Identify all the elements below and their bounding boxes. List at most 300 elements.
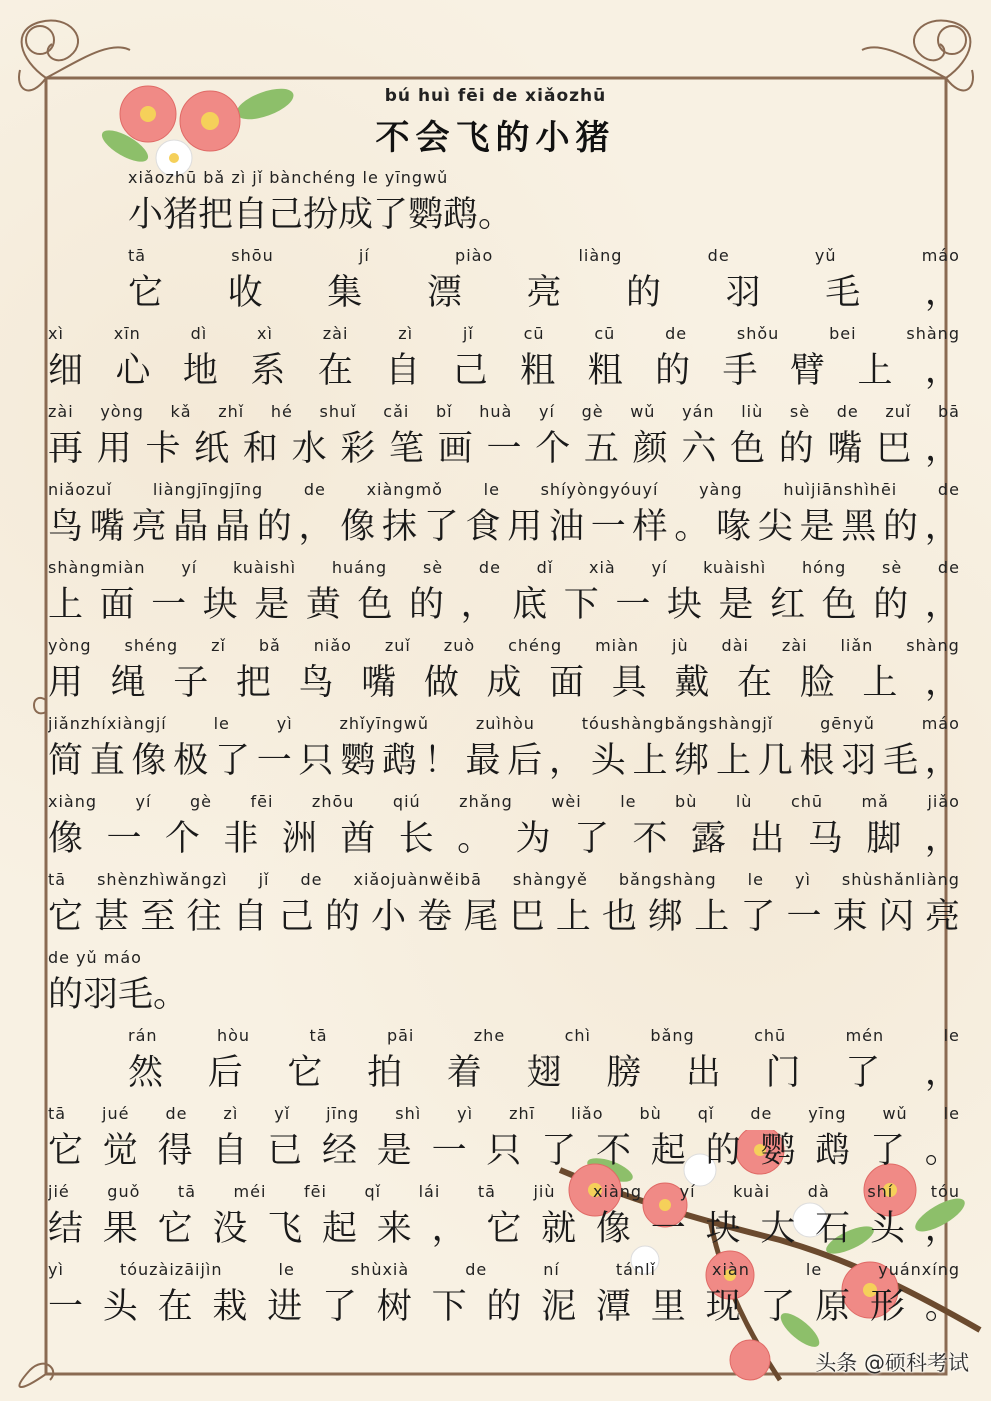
text-line (48, 944, 960, 1022)
pinyin-syllable: tā (128, 246, 147, 265)
pinyin-syllable: tā (48, 870, 67, 889)
chinese-char: 面 (99, 585, 135, 625)
chinese-char: 膀 (606, 1053, 642, 1093)
chinese-char: 鹉 (815, 1131, 851, 1171)
chinese-char: 在 (157, 1287, 193, 1327)
chinese-char: 鹉 (382, 741, 418, 781)
chinese-char: 用 (48, 663, 84, 703)
chinese-char: 上 (632, 741, 668, 781)
pinyin-syllable: hé (270, 402, 293, 421)
chinese-char: ， (924, 585, 960, 625)
pinyin-syllable: yǔ (814, 246, 837, 265)
chinese-char: 尖 (757, 507, 793, 547)
chinese-char: 臂 (789, 351, 825, 391)
pinyin-syllable: shǒu (736, 324, 780, 343)
chinese-char: 它 (157, 1209, 193, 1249)
chinese-char: 起 (321, 1209, 357, 1249)
chinese-row (48, 738, 960, 784)
chinese-char: 绑 (674, 741, 710, 781)
text-line (48, 554, 960, 632)
pinyin-syllable: shàng (906, 636, 960, 655)
chinese-char: 来 (376, 1209, 412, 1249)
pinyin-syllable: shàng (906, 324, 960, 343)
chinese-char: 只 (298, 741, 334, 781)
pinyin-syllable: yuánxíng (878, 1260, 960, 1279)
pinyin-syllable: lái (418, 1182, 441, 1201)
pinyin-syllable: shùxià (350, 1260, 410, 1279)
chinese-char: 极 (173, 741, 209, 781)
pinyin-syllable: de (836, 402, 859, 421)
chinese-char: 上 (694, 897, 730, 937)
chinese-char: 石 (815, 1209, 851, 1249)
chinese-char: 简 (48, 741, 84, 781)
chinese-char: ， (924, 507, 960, 547)
pinyin-syllable: shàngyě (512, 870, 588, 889)
chinese-char: 了 (845, 1053, 881, 1093)
pinyin-syllable: tóuzàizāijìn (119, 1260, 223, 1279)
pinyin-syllable: mǎ (861, 792, 889, 811)
chinese-char: 集 (327, 273, 363, 313)
chinese-char: ， (431, 1209, 467, 1249)
chinese-char: 了 (740, 897, 776, 937)
pinyin-syllable: shéng (124, 636, 179, 655)
pinyin-syllable: rán (128, 1026, 158, 1045)
chinese-char: 形 (869, 1287, 905, 1327)
pinyin-syllable: zì (398, 324, 414, 343)
chinese-char: 色 (730, 429, 766, 469)
chinese-char: 了 (574, 819, 610, 859)
chinese-char: 像 (340, 507, 376, 547)
chinese-char: 样 (632, 507, 668, 547)
chinese-char: 甚 (94, 897, 130, 937)
chinese-char: 是 (718, 585, 754, 625)
pinyin-syllable: tóu (930, 1182, 960, 1201)
pinyin-syllable: zài (48, 402, 74, 421)
chinese-char: 一 (151, 585, 187, 625)
pinyin-syllable: xiàng (593, 1182, 643, 1201)
pinyin-syllable: yì (48, 1260, 64, 1279)
chinese-char: 栽 (212, 1287, 248, 1327)
chinese-char: 下 (563, 585, 599, 625)
chinese-char: 鸟 (298, 663, 334, 703)
pinyin-syllable: yí (651, 558, 668, 577)
pinyin-syllable: yòng (100, 402, 144, 421)
pinyin-syllable: jué (102, 1104, 130, 1123)
chinese-char: 它 (486, 1209, 522, 1249)
chinese-char: 鹦 (340, 741, 376, 781)
chinese-char: 的 (324, 897, 360, 937)
pinyin-row (48, 1100, 960, 1128)
chinese-char: 出 (685, 1053, 721, 1093)
chinese-char: 和 (242, 429, 278, 469)
chinese-char: 着 (446, 1053, 482, 1093)
chinese-row (48, 1128, 960, 1174)
pinyin-syllable: jīng (326, 1104, 360, 1123)
pinyin-syllable: jié (48, 1182, 70, 1201)
pinyin-syllable: miàn (595, 636, 640, 655)
chinese-char: 直 (89, 741, 125, 781)
chinese-char: 食 (465, 507, 501, 547)
chinese-char: 的 (705, 1131, 741, 1171)
chinese-char: 脚 (866, 819, 902, 859)
pinyin-syllable: yàng (699, 480, 743, 499)
pinyin-row (48, 1022, 960, 1050)
chinese-char: 地 (182, 351, 218, 391)
chinese-char: 自 (385, 351, 421, 391)
pinyin-syllable: jiǎnzhíxiàngjí (48, 714, 167, 733)
chinese-char: 果 (102, 1209, 138, 1249)
chinese-char: 五 (583, 429, 619, 469)
pinyin-syllable: kuài (733, 1182, 771, 1201)
pinyin-syllable: chì (564, 1026, 591, 1045)
chinese-row (48, 1050, 960, 1096)
chinese-row: 的羽毛。 (48, 975, 189, 1015)
text-line (48, 1100, 960, 1178)
pinyin-syllable: sè (881, 558, 903, 577)
chinese-char: 笔 (389, 429, 425, 469)
chinese-char: 它 (48, 897, 84, 937)
pinyin-row (48, 320, 960, 348)
chinese-char: ， (924, 351, 960, 391)
chinese-char: 油 (549, 507, 585, 547)
pinyin-syllable: jiǎo (927, 792, 960, 811)
chinese-char: 。 (674, 507, 710, 547)
chinese-char: 上 (48, 585, 84, 625)
pinyin-syllable: zuò (443, 636, 476, 655)
chinese-char: 往 (186, 897, 222, 937)
chinese-char: 用 (96, 429, 132, 469)
chinese-char: 露 (690, 819, 726, 859)
pinyin-syllable: jù (672, 636, 689, 655)
chinese-char: 红 (770, 585, 806, 625)
chinese-char: 再 (48, 429, 84, 469)
chinese-char: 六 (681, 429, 717, 469)
chinese-char: 已 (267, 1131, 303, 1171)
chinese-char: 后 (507, 741, 543, 781)
chinese-char: 彩 (340, 429, 376, 469)
pinyin-syllable: chéng (508, 636, 563, 655)
chinese-char: 也 (601, 897, 637, 937)
chinese-char: 个 (535, 429, 571, 469)
pinyin-syllable: zài (322, 324, 349, 343)
chinese-char: ， (298, 507, 334, 547)
chinese-char: 嘴 (89, 507, 125, 547)
chinese-char: 羽 (841, 741, 877, 781)
pinyin-syllable: chū (754, 1026, 787, 1045)
pinyin-syllable: qǐ (364, 1182, 382, 1201)
chinese-char: 拍 (367, 1053, 403, 1093)
pinyin-row (48, 710, 960, 738)
pinyin-syllable: zuìhòu (475, 714, 535, 733)
chinese-char: 晶 (215, 507, 251, 547)
chinese-char: 翅 (526, 1053, 562, 1093)
pinyin-syllable: le (747, 870, 764, 889)
chinese-row (48, 270, 960, 316)
chinese-char: 根 (799, 741, 835, 781)
chinese-char: 长 (398, 819, 434, 859)
chinese-char: 出 (749, 819, 785, 859)
pinyin-syllable: kǎ (170, 402, 192, 421)
pinyin-syllable: le (278, 1260, 295, 1279)
chinese-char: 一 (256, 741, 292, 781)
chinese-char: 觉 (102, 1131, 138, 1171)
chinese-char: 潭 (595, 1287, 631, 1327)
pinyin-syllable: kuàishì (232, 558, 297, 577)
chinese-char: 飞 (267, 1209, 303, 1249)
watermark: 头条 @硕科考试 (815, 1351, 969, 1375)
chinese-char: 粗 (587, 351, 623, 391)
story-body (48, 164, 960, 1334)
pinyin-syllable: hóng (802, 558, 847, 577)
chinese-char: ， (924, 819, 960, 859)
pinyin-syllable: shènzhìwǎngzì (97, 870, 228, 889)
pinyin-syllable: cǎi (383, 402, 410, 421)
text-line (48, 476, 960, 554)
pinyin-syllable: gè (189, 792, 212, 811)
chinese-char: 颜 (632, 429, 668, 469)
chinese-char: 块 (666, 585, 702, 625)
pinyin-syllable: wǔ (882, 1104, 908, 1123)
pinyin-syllable: de (478, 558, 501, 577)
pinyin-row (48, 788, 960, 816)
pinyin-syllable: tā (48, 1104, 67, 1123)
chinese-char: 黑 (841, 507, 877, 547)
chinese-char: 系 (250, 351, 286, 391)
pinyin-syllable: kuàishì (703, 558, 767, 577)
chinese-char: 头 (869, 1209, 905, 1249)
chinese-char: 一 (106, 819, 142, 859)
pinyin-syllable: gēnyǔ (820, 714, 875, 733)
pinyin-syllable: de (937, 558, 960, 577)
pinyin-syllable: tā (177, 1182, 196, 1201)
chinese-char: 在 (317, 351, 353, 391)
chinese-char: 束 (832, 897, 868, 937)
chinese-char: 卷 (417, 897, 453, 937)
chinese-char: 像 (48, 819, 84, 859)
chinese-char: 上 (716, 741, 752, 781)
chinese-char: 脸 (799, 663, 835, 703)
pinyin-syllable: hòu (216, 1026, 251, 1045)
pinyin-syllable: yí (181, 558, 198, 577)
pinyin-syllable: zuǐ (885, 402, 912, 421)
pinyin-syllable: wèi (551, 792, 582, 811)
chinese-char: 至 (140, 897, 176, 937)
pinyin-syllable: zhōu (311, 792, 355, 811)
pinyin-syllable: de (165, 1104, 188, 1123)
pinyin-syllable: yì (276, 714, 293, 733)
pinyin-syllable: bā (938, 402, 960, 421)
pinyin-syllable: tánlǐ (615, 1260, 656, 1279)
chinese-char: 亮 (924, 897, 960, 937)
chinese-char: 水 (291, 429, 327, 469)
pinyin-syllable: máo (921, 246, 960, 265)
pinyin-syllable: jiù (533, 1182, 556, 1201)
chinese-char: 嘴 (361, 663, 397, 703)
pinyin-syllable: niǎo (313, 636, 352, 655)
chinese-char: 心 (115, 351, 151, 391)
pinyin-syllable: guǒ (107, 1182, 141, 1201)
chinese-char: 了 (541, 1131, 577, 1171)
pinyin-syllable: bǎngshàng (618, 870, 717, 889)
chinese-char: ！ (423, 741, 459, 781)
pinyin-syllable: jǐ (462, 324, 474, 343)
pinyin-syllable: méi (233, 1182, 267, 1201)
pinyin-syllable: shùshǎnliàng (841, 870, 960, 889)
chinese-char: 自 (212, 1131, 248, 1171)
pinyin-syllable: piào (455, 246, 494, 265)
text-line (48, 1256, 960, 1334)
pinyin-syllable: wǔ (630, 402, 656, 421)
pinyin-syllable: dài (721, 636, 749, 655)
pinyin-row: xiǎozhū bǎ zì jǐ bànchéng le yīngwǔ (128, 168, 449, 187)
chinese-char: 上 (555, 897, 591, 937)
pinyin-syllable: tā (309, 1026, 328, 1045)
pinyin-syllable: shuǐ (319, 402, 357, 421)
chinese-char: 一 (431, 1131, 467, 1171)
pinyin-syllable: zhī (509, 1104, 536, 1123)
pinyin-syllable: chū (790, 792, 824, 811)
chinese-char: 。 (924, 1287, 960, 1327)
pinyin-syllable: cū (523, 324, 545, 343)
chinese-row (48, 582, 960, 628)
pinyin-syllable: xīn (113, 324, 141, 343)
pinyin-syllable: tā (477, 1182, 496, 1201)
chinese-char: 面 (549, 663, 585, 703)
chinese-char: 就 (541, 1209, 577, 1249)
pinyin-syllable: shì (395, 1104, 422, 1123)
chinese-char: 自 (232, 897, 268, 937)
chinese-char: ， (924, 429, 960, 469)
text-line (48, 320, 960, 398)
pinyin-syllable: jí (358, 246, 370, 265)
chinese-char: 上 (862, 663, 898, 703)
pinyin-syllable: liǎn (840, 636, 874, 655)
pinyin-syllable: huáng (331, 558, 388, 577)
chinese-char: ， (924, 741, 960, 781)
chinese-char: 一 (48, 1287, 84, 1327)
chinese-char: 毛 (825, 273, 861, 313)
pinyin-syllable: liàngjīngjīng (152, 480, 264, 499)
pinyin-syllable: zhǐ (218, 402, 245, 421)
chinese-char: 手 (722, 351, 758, 391)
chinese-char: 抹 (382, 507, 418, 547)
chinese-char: 尾 (463, 897, 499, 937)
pinyin-row (48, 866, 960, 894)
chinese-char: 鹦 (760, 1131, 796, 1171)
chinese-char: 它 (48, 1131, 84, 1171)
chinese-char: 泥 (541, 1287, 577, 1327)
chinese-char: 一 (615, 585, 651, 625)
pinyin-syllable: dǐ (536, 558, 554, 577)
pinyin-syllable: yòng (48, 636, 92, 655)
chinese-char: 块 (705, 1209, 741, 1249)
pinyin-syllable: bǎng (650, 1026, 695, 1045)
chinese-char: 原 (815, 1287, 851, 1327)
pinyin-syllable: de (665, 324, 688, 343)
chinese-char: 结 (48, 1209, 84, 1249)
chinese-char: 鸟 (48, 507, 84, 547)
pinyin-syllable: yí (135, 792, 152, 811)
chinese-char: 洲 (281, 819, 317, 859)
chinese-row (48, 660, 960, 706)
pinyin-syllable: tóushàngbǎngshàngjǐ (581, 714, 774, 733)
chinese-char: 己 (452, 351, 488, 391)
chinese-char: 的 (778, 429, 814, 469)
pinyin-syllable: bù (675, 792, 698, 811)
pinyin-syllable: pāi (386, 1026, 415, 1045)
pinyin-syllable: zuǐ (384, 636, 411, 655)
chinese-char: 晶 (173, 507, 209, 547)
pinyin-syllable: ní (543, 1260, 560, 1279)
chinese-char: 现 (705, 1287, 741, 1327)
chinese-char: 上 (857, 351, 893, 391)
pinyin-syllable: mén (845, 1026, 885, 1045)
pinyin-syllable: yǐ (274, 1104, 291, 1123)
chinese-char: 马 (807, 819, 843, 859)
pinyin-row (48, 476, 960, 504)
pinyin-syllable: yì (794, 870, 811, 889)
chinese-char: 了 (423, 507, 459, 547)
chinese-char: 用 (507, 507, 543, 547)
text-line (48, 1022, 960, 1100)
pinyin-syllable: yán (682, 402, 715, 421)
chinese-char: 下 (431, 1287, 467, 1327)
chinese-char: 里 (650, 1287, 686, 1327)
chinese-char: 绑 (648, 897, 684, 937)
pinyin-syllable: lù (735, 792, 753, 811)
chinese-char: 后 (207, 1053, 243, 1093)
chinese-char: ， (924, 273, 960, 313)
pinyin-syllable: zhǐyīngwǔ (339, 714, 429, 733)
chinese-char: 了 (760, 1287, 796, 1327)
pinyin-syllable: xià (589, 558, 616, 577)
pinyin-syllable: le (483, 480, 500, 499)
chinese-char: 为 (515, 819, 551, 859)
chinese-char: 的 (883, 507, 919, 547)
chinese-char: 羽 (725, 273, 761, 313)
pinyin-syllable: zì (223, 1104, 239, 1123)
pinyin-syllable: xì (257, 324, 273, 343)
pinyin-syllable: liù (741, 402, 764, 421)
pinyin-syllable: de (300, 870, 323, 889)
text-line (48, 788, 960, 866)
chinese-char: 。 (457, 819, 493, 859)
chinese-char: 色 (821, 585, 857, 625)
chinese-char: 它 (128, 273, 164, 313)
chinese-char: 的 (486, 1287, 522, 1327)
chinese-char: 。 (924, 1131, 960, 1171)
pinyin-syllable: qiú (392, 792, 421, 811)
chinese-char: 成 (486, 663, 522, 703)
chinese-char: 一 (650, 1209, 686, 1249)
chinese-char: 亮 (131, 507, 167, 547)
text-line (48, 164, 960, 242)
pinyin-syllable: le (943, 1026, 960, 1045)
chinese-char: 色 (357, 585, 393, 625)
pinyin-syllable: gè (581, 402, 604, 421)
chinese-char: 酋 (340, 819, 376, 859)
pinyin-syllable: zǐ (211, 636, 226, 655)
chinese-char: 的 (655, 351, 691, 391)
pinyin-syllable: sè (422, 558, 444, 577)
pinyin-syllable: zhe (473, 1026, 506, 1045)
chinese-char: 喙 (716, 507, 752, 547)
pinyin-row (48, 1178, 960, 1206)
chinese-row: 小猪把自己扮成了鹦鹉。 (128, 195, 514, 235)
chinese-char: 粗 (520, 351, 556, 391)
chinese-char: 子 (173, 663, 209, 703)
text-line (48, 866, 960, 944)
